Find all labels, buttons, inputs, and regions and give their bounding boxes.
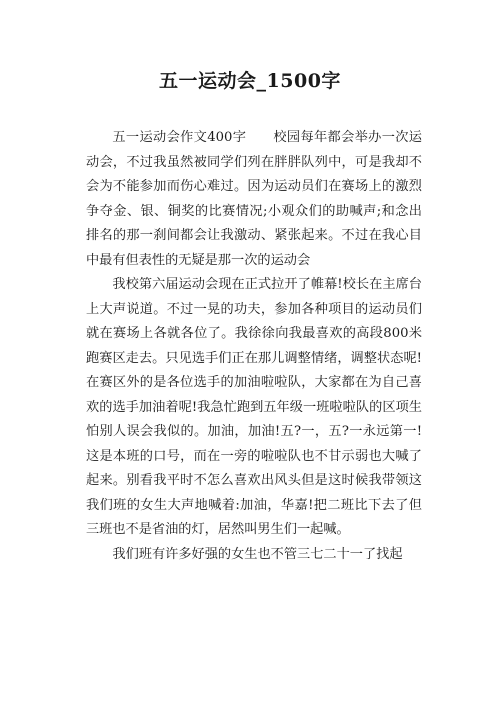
document-title: 五一运动会_1500字 — [159, 70, 341, 92]
document-body — [86, 126, 422, 567]
paragraph-2: 我校第六届运动会现在正式拉开了帷幕!校长在主席台上大声说道。不过一晃的功夫，参加各种项目的运动员们就在赛场上各就各位了。我徐徐向我最喜欢的高段800米跑赛区走去。只见选手们正在那儿调整情绪，调整状态呢!在赛区外的是各位选手的加油啦啦队，大家都在为自己喜欢的选手加油着呢!我急忙跑到五年级一班啦啦队的区项生怕别人误会我似的。加油，加油!五?一，五?一永远第一!这是本班的口号，而在一旁的啦啦队也不甘示弱也大喊了起来。别看我平时不怎么喜欢出风头但是这时候我带领这我们班的女生大声地喊着:加油，华嘉!把二班比下去了但三班也不是省油的灯，居然叫男生们一起喊。 — [86, 277, 422, 537]
paragraph-1: 五一运动会作文400字 校园每年都会举办一次运动会，不过我虽然被同学们列在胖胖队列中，可是我却不会为不能参加而伤心难过。因为运动员们在赛场上的激烈争夺金、银、铜奖的比赛情况;小观众们的助喊声;和念出排名的那一刹间都会让我激动、紧张起来。不过在我心目中最有但表性的无疑是那一次的运动会 — [86, 130, 422, 268]
paragraph-3: 我们班有许多好强的女生也不管三七二十一了找起 — [112, 546, 403, 562]
